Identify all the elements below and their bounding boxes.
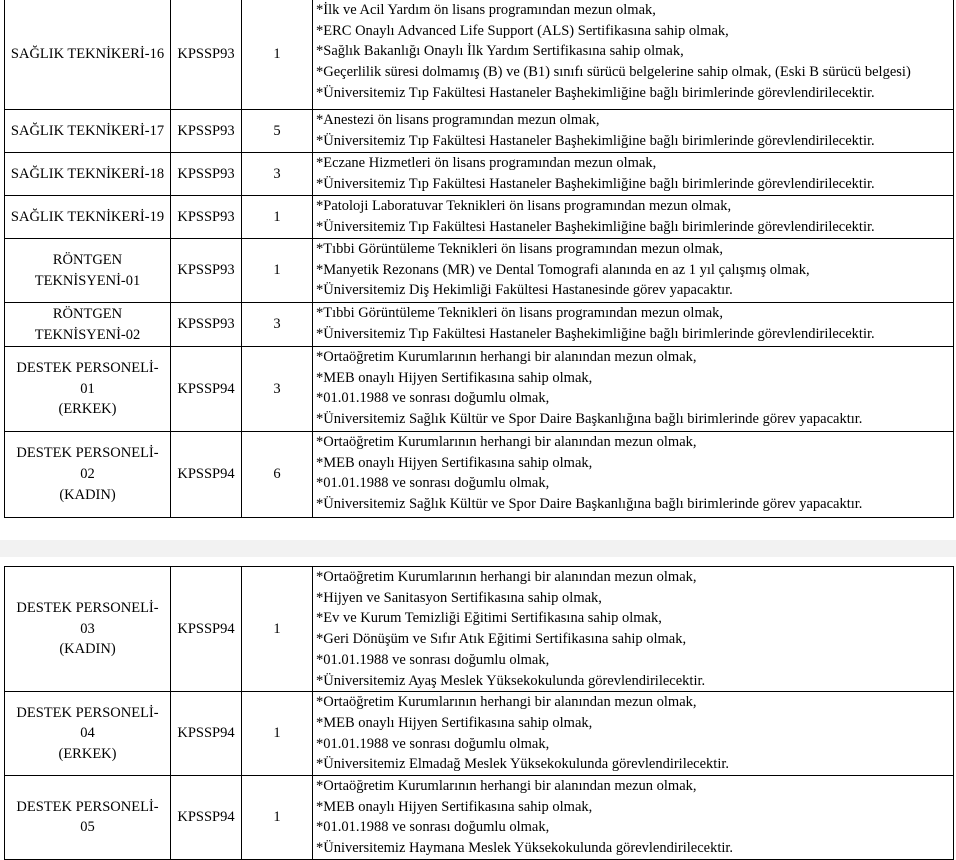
page-gap <box>0 540 956 557</box>
table-row <box>5 153 954 196</box>
position-title-line: (ERKEK) <box>58 401 117 418</box>
requirement-line: *01.01.1988 ve sonrası doğumlu olmak, <box>316 390 550 407</box>
requirement-line: *Ortaöğretim Kurumlarının herhangi bir alanından mezun olmak, <box>316 434 697 450</box>
requirement-line: *MEB onaylı Hijyen Sertifikasına sahip olmak, <box>316 454 593 471</box>
requirement-line: *Ortaöğretim Kurumlarının herhangi bir alanından mezun olmak, <box>316 569 697 585</box>
position-count-cell: 1 <box>242 0 313 110</box>
requirement-line: *Üniversitemiz Diş Hekimliği Fakültesi Hastanesinde görev yapacaktır. <box>316 282 733 299</box>
position-title-line: (KADIN) <box>59 641 116 658</box>
position-title-line: (ERKEK) <box>58 745 117 762</box>
requirements-cell <box>313 110 954 153</box>
requirement-line: *Üniversitemiz Tıp Fakültesi Hastaneler Başhekimliğine bağlı birimlerinde görevlendirilecektir. <box>316 218 875 235</box>
page-section-2 <box>0 566 956 857</box>
table-row <box>5 776 954 860</box>
requirement-line: *Manyetik Rezonans (MR) ve Dental Tomografi alanında en az 1 yıl çalışmış olmak, <box>316 261 810 278</box>
requirement-line: *Üniversitemiz Tıp Fakültesi Hastaneler Başhekimliğine bağlı birimlerinde görevlendirilecektir. <box>316 175 875 192</box>
position-title-line: SAĞLIK TEKNİKERİ-17 <box>10 122 165 139</box>
position-title-line: 05 <box>80 819 95 836</box>
positions-table-1 <box>4 0 954 518</box>
position-count-cell: 1 <box>242 239 313 303</box>
position-count-cell: 6 <box>242 432 313 518</box>
requirements-cell <box>313 239 954 303</box>
requirements-cell <box>313 347 954 432</box>
requirement-line: *MEB onaylı Hijyen Sertifikasına sahip olmak, <box>316 798 593 815</box>
requirement-line: *Ev ve Kurum Temizliği Eğitimi Sertifikasına sahip olmak, <box>316 610 662 627</box>
position-title-line: TEKNİSYENİ-01 <box>34 272 141 289</box>
position-title-line: (KADIN) <box>59 486 116 503</box>
position-title-cell <box>5 567 171 692</box>
table-row <box>5 303 954 347</box>
requirements-cell <box>313 196 954 239</box>
requirement-line: *Üniversitemiz Sağlık Kültür ve Spor Daire Başkanlığına bağlı birimlerinde görev yapacaktır. <box>316 411 863 428</box>
position-count-cell: 1 <box>242 567 313 692</box>
requirement-line: *Anestezi ön lisans programından mezun olmak, <box>316 112 600 128</box>
table-row <box>5 196 954 239</box>
requirement-line: *Üniversitemiz Tıp Fakültesi Hastaneler Başhekimliğine bağlı birimlerinde görevlendirilecektir. <box>316 325 875 342</box>
requirements-cell <box>313 153 954 196</box>
position-title-line: 03 <box>80 620 95 637</box>
exam-code-cell: KPSSP93 <box>171 0 242 110</box>
table-row <box>5 347 954 432</box>
requirements-cell <box>313 567 954 692</box>
requirements-cell <box>313 776 954 860</box>
requirement-line: *Eczane Hizmetleri ön lisans programından mezun olmak, <box>316 155 657 171</box>
requirement-line: *Ortaöğretim Kurumlarının herhangi bir alanından mezun olmak, <box>316 349 697 365</box>
requirement-line: *Geri Dönüşüm ve Sıfır Atık Eğitimi Sertifikasına sahip olmak, <box>316 631 687 648</box>
requirement-line: *Sağlık Bakanlığı Onaylı İlk Yardım Sertifikasına sahip olmak, <box>316 43 684 60</box>
exam-code-cell: KPSSP94 <box>171 776 242 860</box>
position-title-cell <box>5 432 171 518</box>
position-title-line: SAĞLIK TEKNİKERİ-19 <box>10 208 165 225</box>
position-title-cell <box>5 110 171 153</box>
exam-code-cell: KPSSP93 <box>171 153 242 196</box>
position-title-line: SAĞLIK TEKNİKERİ-16 <box>10 46 165 63</box>
exam-code-cell: KPSSP93 <box>171 110 242 153</box>
position-count-cell: 1 <box>242 776 313 860</box>
position-title-line: DESTEK PERSONELİ- <box>16 704 159 721</box>
table-row <box>5 432 954 518</box>
position-title-cell <box>5 0 171 110</box>
requirement-line: *Üniversitemiz Tıp Fakültesi Hastaneler Başhekimliğine bağlı birimlerinde görevlendirilecektir. <box>316 84 875 101</box>
position-title-cell <box>5 347 171 432</box>
requirement-line: *01.01.1988 ve sonrası doğumlu olmak, <box>316 819 550 836</box>
position-title-cell <box>5 692 171 776</box>
position-title-line: 04 <box>80 725 95 742</box>
requirement-line: *01.01.1988 ve sonrası doğumlu olmak, <box>316 475 550 492</box>
position-count-cell: 1 <box>242 692 313 776</box>
requirement-line: *Geçerlilik süresi dolmamış (B) ve (B1) sınıfı sürücü belgelerine sahip olmak, (Eski B sürücü belgesi) <box>316 64 911 81</box>
requirement-line: *01.01.1988 ve sonrası doğumlu olmak, <box>316 735 550 752</box>
requirements-cell <box>313 0 954 110</box>
position-count-cell: 3 <box>242 153 313 196</box>
requirement-line: *Üniversitemiz Sağlık Kültür ve Spor Daire Başkanlığına bağlı birimlerinde görev yapacaktır. <box>316 496 863 513</box>
requirement-line: *Hijyen ve Sanitasyon Sertifikasına sahip olmak, <box>316 589 602 606</box>
exam-code-cell: KPSSP94 <box>171 432 242 518</box>
position-title-line: 01 <box>80 380 95 397</box>
position-title-line: TEKNİSYENİ-02 <box>34 326 141 343</box>
requirement-line: *MEB onaylı Hijyen Sertifikasına sahip olmak, <box>316 369 593 386</box>
exam-code-cell: KPSSP93 <box>171 196 242 239</box>
requirement-line: *İlk ve Acil Yardım ön lisans programından mezun olmak, <box>316 2 656 18</box>
position-count-cell: 3 <box>242 347 313 432</box>
requirement-line: *Ortaöğretim Kurumlarının herhangi bir alanından mezun olmak, <box>316 694 697 711</box>
positions-table-2 <box>4 566 954 860</box>
position-title-cell <box>5 303 171 347</box>
position-title-cell <box>5 196 171 239</box>
requirement-line: *MEB onaylı Hijyen Sertifikasına sahip olmak, <box>316 714 593 731</box>
position-title-line: RÖNTGEN <box>52 305 123 322</box>
position-title-cell <box>5 239 171 303</box>
requirements-cell <box>313 692 954 776</box>
requirement-line: *Üniversitemiz Tıp Fakültesi Hastaneler Başhekimliğine bağlı birimlerinde görevlendirilecektir. <box>316 132 875 149</box>
position-title-line: RÖNTGEN <box>52 251 123 268</box>
requirement-line: *Üniversitemiz Ayaş Meslek Yüksekokulunda görevlendirilecektir. <box>316 672 706 689</box>
requirement-line: *Tıbbi Görüntüleme Teknikleri ön lisans programından mezun olmak, <box>316 241 724 257</box>
requirement-line: *Üniversitemiz Haymana Meslek Yüksekokulunda görevlendirilecektir. <box>316 840 734 857</box>
table-row <box>5 0 954 110</box>
requirement-line: *Ortaöğretim Kurumlarının herhangi bir alanından mezun olmak, <box>316 778 697 795</box>
requirements-cell <box>313 432 954 518</box>
exam-code-cell: KPSSP93 <box>171 239 242 303</box>
position-title-line: DESTEK PERSONELİ- <box>16 359 159 376</box>
exam-code-cell: KPSSP94 <box>171 567 242 692</box>
position-title-line: DESTEK PERSONELİ- <box>16 798 159 815</box>
table-row <box>5 110 954 153</box>
table-row <box>5 567 954 692</box>
position-title-cell <box>5 153 171 196</box>
requirement-line: *01.01.1988 ve sonrası doğumlu olmak, <box>316 651 550 668</box>
requirement-line: *ERC Onaylı Advanced Life Support (ALS) Sertifikasına sahip olmak, <box>316 22 729 39</box>
position-count-cell: 3 <box>242 303 313 347</box>
position-title-line: SAĞLIK TEKNİKERİ-18 <box>10 165 165 182</box>
table-row <box>5 692 954 776</box>
requirement-line: *Tıbbi Görüntüleme Teknikleri ön lisans programından mezun olmak, <box>316 305 724 321</box>
requirement-line: *Patoloji Laboratuvar Teknikleri ön lisans programından mezun olmak, <box>316 198 732 214</box>
requirement-line: *Üniversitemiz Elmadağ Meslek Yüksekokulunda görevlendirilecektir. <box>316 756 730 773</box>
position-count-cell: 1 <box>242 196 313 239</box>
exam-code-cell: KPSSP93 <box>171 303 242 347</box>
requirements-cell <box>313 303 954 347</box>
position-count-cell: 5 <box>242 110 313 153</box>
position-title-line: DESTEK PERSONELİ- <box>16 600 159 617</box>
exam-code-cell: KPSSP94 <box>171 347 242 432</box>
exam-code-cell: KPSSP94 <box>171 692 242 776</box>
table-row <box>5 239 954 303</box>
position-title-cell <box>5 776 171 860</box>
position-title-line: 02 <box>80 466 95 483</box>
position-title-line: DESTEK PERSONELİ- <box>16 445 159 462</box>
